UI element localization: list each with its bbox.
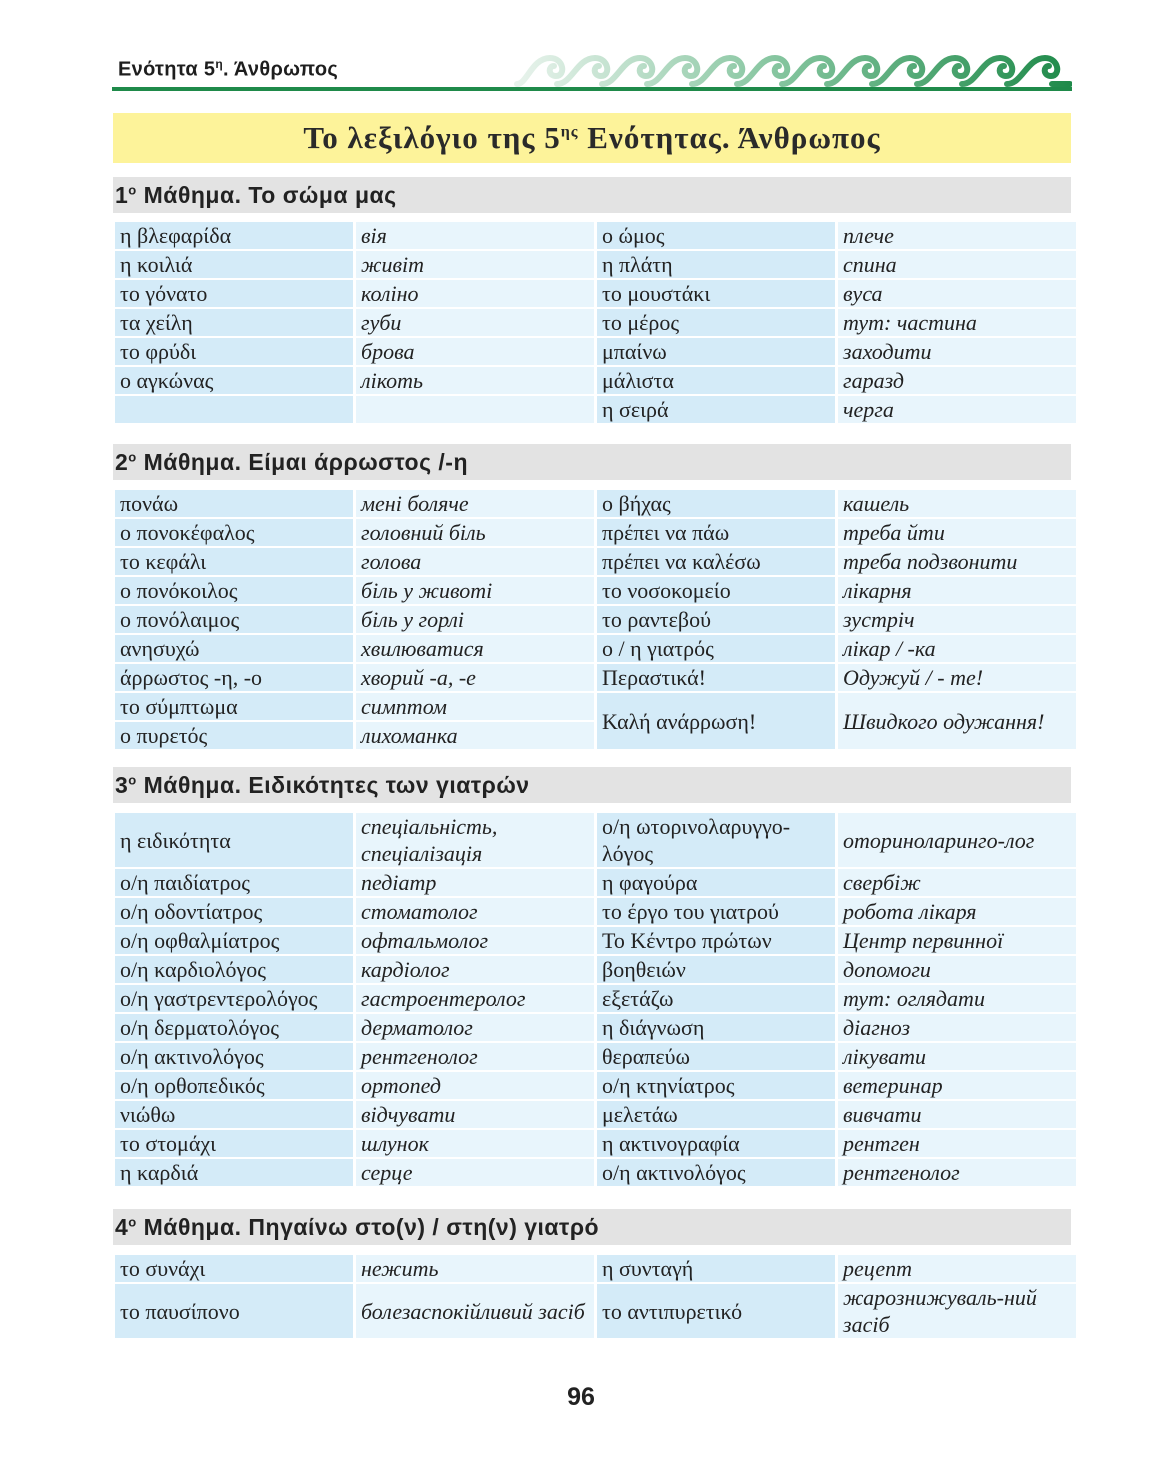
greek-word: η φαγούρα [597, 869, 835, 896]
table-row [115, 985, 1076, 1012]
greek-word: η πλάτη [597, 251, 835, 278]
translation: ортопед [356, 1072, 594, 1099]
translation: мені боляче [356, 490, 594, 517]
section-3-heading: $3^o$ Μάθημα. Ειδικότητες των γιατρών [113, 767, 1071, 803]
table-row [115, 251, 1076, 278]
translation: тут: оглядати [838, 985, 1076, 1012]
greek-word: το παυσίπονο [115, 1284, 353, 1338]
greek-word: ο/η δερματολόγος [115, 1014, 353, 1041]
greek-word: ο/η καρδιολόγος [115, 956, 353, 983]
greek-word: το φρύδι [115, 338, 353, 365]
greek-word: ο πυρετός [115, 722, 353, 749]
translation: лікарня [838, 577, 1076, 604]
section-3-table [112, 811, 1079, 1188]
greek-word: ο / η γιατρός [597, 635, 835, 662]
table-row [115, 222, 1076, 249]
translation: плече [838, 222, 1076, 249]
translation: дерматолог [356, 1014, 594, 1041]
table-row [115, 1130, 1076, 1157]
greek-word: το μουστάκι [597, 280, 835, 307]
greek-word: η ειδικότητα [115, 813, 353, 867]
greek-word: η κοιλιά [115, 251, 353, 278]
translation: спина [838, 251, 1076, 278]
greek-word: πονάω [115, 490, 353, 517]
greek-word: ο πονοκέφαλος [115, 519, 353, 546]
greek-word: ο/η γαστρεντερολόγος [115, 985, 353, 1012]
page-header [112, 50, 1072, 94]
greek-word: η ακτινογραφία [597, 1130, 835, 1157]
section-1-heading: $1^o$ Μάθημα. Το σώμα μας [113, 177, 1071, 213]
table-row [115, 664, 1076, 691]
translation: лихоманка [356, 722, 594, 749]
table-row [115, 280, 1076, 307]
greek-word: ο/η κτηνίατρος [597, 1072, 835, 1099]
greek-word: η συνταγή [597, 1255, 835, 1282]
table-row [115, 1101, 1076, 1128]
translation: заходити [838, 338, 1076, 365]
greek-word: ο βήχας [597, 490, 835, 517]
table-row [115, 927, 1076, 954]
greek-word: μπαίνω [597, 338, 835, 365]
greek-word: μάλιστα [597, 367, 835, 394]
greek-word: η διάγνωση [597, 1014, 835, 1041]
greek-word: η βλεφαρίδα [115, 222, 353, 249]
translation: відчувати [356, 1101, 594, 1128]
table-row [115, 548, 1076, 575]
translation: оториноларинго-лог [838, 813, 1076, 867]
table-row [115, 490, 1076, 517]
translation: тут: частина [838, 309, 1076, 336]
translation: Одужуй / - те! [838, 664, 1076, 691]
translation: треба подзвонити [838, 548, 1076, 575]
greek-word: τα χείλη [115, 309, 353, 336]
translation: черга [838, 396, 1076, 423]
page-number: 96 [567, 1383, 595, 1411]
greek-word: το συνάχι [115, 1255, 353, 1282]
translation: головний біль [356, 519, 594, 546]
vocabulary-banner: Το λεξιλόγιο της $5^{\eta\varsigma}$ Ενότητας. Άνθρωπος [113, 113, 1071, 163]
table-row [115, 1014, 1076, 1041]
translation: гаразд [838, 367, 1076, 394]
translation: діагноз [838, 1014, 1076, 1041]
translation: Швидкого одужання! [838, 693, 1076, 749]
translation: офтальмолог [356, 927, 594, 954]
translation: свербіж [838, 869, 1076, 896]
greek-word: η σειρά [597, 396, 835, 423]
translation: гастроентеролог [356, 985, 594, 1012]
translation: робота лікаря [838, 898, 1076, 925]
translation: спеціальність, спеціалізація [356, 813, 594, 867]
greek-word: πρέπει να καλέσω [597, 548, 835, 575]
translation: серце [356, 1159, 594, 1186]
translation: зустріч [838, 606, 1076, 633]
translation: жарознижуваль-ний засіб [838, 1284, 1076, 1338]
section-4-table [112, 1253, 1079, 1340]
translation: біль у животі [356, 577, 594, 604]
greek-word: νιώθω [115, 1101, 353, 1128]
translation: біль у горлі [356, 606, 594, 633]
greek-word: ο αγκώνας [115, 367, 353, 394]
greek-word: ο/η ακτινολόγος [115, 1043, 353, 1070]
translation: рецепт [838, 1255, 1076, 1282]
greek-word: το ραντεβού [597, 606, 835, 633]
table-row [115, 1072, 1076, 1099]
greek-word: το μέρος [597, 309, 835, 336]
greek-word: το κεφάλι [115, 548, 353, 575]
translation: симптом [356, 693, 594, 720]
greek-word: βοηθειών [597, 956, 835, 983]
table-row [115, 956, 1076, 983]
empty-cell [115, 396, 353, 423]
greek-word: ο/η ωτορινολαρυγγο-λόγος [597, 813, 835, 867]
greek-word: ο/η ακτινολόγος [597, 1159, 835, 1186]
table-row [115, 1043, 1076, 1070]
translation: педіатр [356, 869, 594, 896]
table-row [115, 693, 1076, 720]
greek-word: το γόνατο [115, 280, 353, 307]
translation: треба йти [838, 519, 1076, 546]
table-row [115, 577, 1076, 604]
greek-word: ο ώμος [597, 222, 835, 249]
translation: хворий -а, -е [356, 664, 594, 691]
greek-word: θεραπεύω [597, 1043, 835, 1070]
translation: ветеринар [838, 1072, 1076, 1099]
translation: вуса [838, 280, 1076, 307]
greek-word: Περαστικά! [597, 664, 835, 691]
table-row [115, 869, 1076, 896]
translation: болезаспокійливий засіб [356, 1284, 594, 1338]
translation: вивчати [838, 1101, 1076, 1128]
translation: нежить [356, 1255, 594, 1282]
greek-word: μελετάω [597, 1101, 835, 1128]
translation: голова [356, 548, 594, 575]
translation: рентгенолог [356, 1043, 594, 1070]
translation: стоматолог [356, 898, 594, 925]
table-row [115, 1255, 1076, 1282]
greek-word: το σύμπτωμα [115, 693, 353, 720]
table-row [115, 309, 1076, 336]
table-row [115, 813, 1076, 867]
greek-word: ο πονόκοιλος [115, 577, 353, 604]
greek-word: πρέπει να πάω [597, 519, 835, 546]
translation: живіт [356, 251, 594, 278]
greek-word: το αντιπυρετικό [597, 1284, 835, 1338]
translation: рентген [838, 1130, 1076, 1157]
translation: лікоть [356, 367, 594, 394]
greek-word: η καρδιά [115, 1159, 353, 1186]
translation: рентгенолог [838, 1159, 1076, 1186]
table-row [115, 606, 1076, 633]
greek-word: το νοσοκομείο [597, 577, 835, 604]
meander-wave-ornament [512, 50, 1072, 90]
greek-word: εξετάζω [597, 985, 835, 1012]
translation: шлунок [356, 1130, 594, 1157]
table-row [115, 367, 1076, 394]
translation: лікар / -ка [838, 635, 1076, 662]
translation: допомоги [838, 956, 1076, 983]
table-row [115, 635, 1076, 662]
translation: кардіолог [356, 956, 594, 983]
table-row [115, 1159, 1076, 1186]
translation: брова [356, 338, 594, 365]
greek-word: το έργο του γιατρού [597, 898, 835, 925]
translation: Центр первинної [838, 927, 1076, 954]
greek-word: Το Κέντρο πρώτων [597, 927, 835, 954]
section-1-table [112, 220, 1079, 425]
translation: губи [356, 309, 594, 336]
table-row [115, 898, 1076, 925]
greek-word: ο/η οφθαλμίατρος [115, 927, 353, 954]
greek-word: Καλή ανάρρωση! [597, 693, 835, 749]
translation: вія [356, 222, 594, 249]
translation: кашель [838, 490, 1076, 517]
greek-word: ανησυχώ [115, 635, 353, 662]
table-row [115, 396, 1076, 423]
section-4-heading: $4^o$ Μάθημα. Πηγαίνω στο(ν) / στη(ν) γιατρό [113, 1209, 1071, 1245]
greek-word: άρρωστος -η, -ο [115, 664, 353, 691]
greek-word: ο/η παιδίατρος [115, 869, 353, 896]
translation: коліно [356, 280, 594, 307]
table-row [115, 338, 1076, 365]
greek-word: ο πονόλαιμος [115, 606, 353, 633]
translation: лікувати [838, 1043, 1076, 1070]
header-rule [112, 87, 1072, 91]
section-2-table [112, 488, 1079, 751]
table-row [115, 519, 1076, 546]
greek-word: ο/η ορθοπεδικός [115, 1072, 353, 1099]
chapter-title: Ενότητα $5^\eta$. Άνθρωπος [118, 57, 339, 81]
greek-word: το στομάχι [115, 1130, 353, 1157]
section-2-heading: $2^o$ Μάθημα. Είμαι άρρωστος /-η [113, 444, 1071, 480]
table-row [115, 1284, 1076, 1338]
translation: хвилюватися [356, 635, 594, 662]
greek-word: ο/η οδοντίατρος [115, 898, 353, 925]
empty-cell [356, 396, 594, 423]
